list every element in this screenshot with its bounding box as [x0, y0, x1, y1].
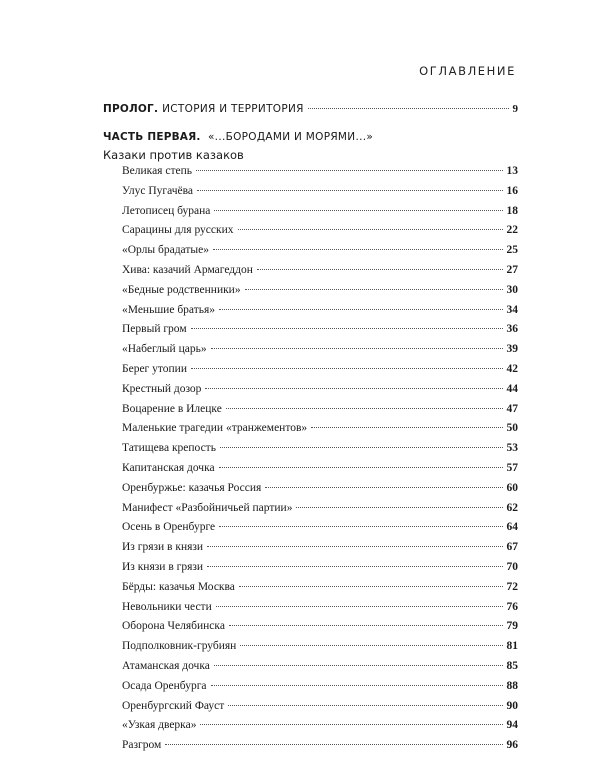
dot-leader	[265, 487, 502, 488]
toc-entry-title: Берег утопии	[122, 362, 187, 375]
dot-leader	[245, 289, 503, 290]
dot-leader	[220, 447, 503, 448]
page-number: 25	[506, 244, 518, 257]
dot-leader	[228, 705, 502, 706]
page-number: 94	[506, 719, 518, 732]
dot-leader	[219, 467, 503, 468]
dot-leader	[226, 408, 503, 409]
toc-entry-title: Хива: казачий Армагеддон	[122, 263, 253, 276]
toc-entry[interactable]	[122, 660, 518, 680]
page-number: 67	[506, 541, 518, 554]
prolog-label: ПРОЛОГ.	[103, 103, 159, 115]
part-label: ЧАСТЬ ПЕРВАЯ.	[103, 131, 201, 143]
toc-entry-title: Оренбургский Фауст	[122, 699, 225, 712]
page-number: 96	[506, 739, 518, 752]
page-number: 44	[506, 382, 518, 395]
page-number: 64	[506, 521, 518, 534]
toc-entry[interactable]	[122, 185, 518, 205]
toc-entry[interactable]	[122, 442, 518, 462]
toc-entry-title: «Меньшие братья»	[122, 303, 216, 316]
page-number: 36	[506, 323, 518, 336]
toc-entry[interactable]	[122, 482, 518, 502]
toc-entry-title: Великая степь	[122, 165, 192, 177]
toc-entry-title: Татищева крепость	[122, 442, 216, 455]
dot-leader	[238, 229, 503, 230]
page-number: 72	[506, 580, 518, 593]
toc-heading: ОГЛАВЛЕНИЕ	[419, 64, 516, 78]
page-number: 30	[506, 283, 518, 296]
toc-entry[interactable]	[122, 363, 518, 383]
toc-entry[interactable]	[122, 383, 518, 403]
toc-entry[interactable]	[122, 462, 518, 482]
dot-leader	[191, 328, 503, 329]
dot-leader	[196, 170, 503, 171]
dot-leader	[229, 625, 503, 626]
page-number: 85	[506, 659, 518, 672]
toc-entry-title: Из князи в грязи	[122, 560, 204, 573]
page-number: 18	[506, 204, 518, 217]
dot-leader	[207, 546, 502, 547]
toc-entry[interactable]	[122, 264, 518, 284]
toc-entry[interactable]	[122, 719, 518, 739]
dot-leader	[205, 388, 502, 389]
toc-entry[interactable]	[122, 165, 518, 185]
page-number: 57	[506, 461, 518, 474]
toc-entry-title: Капитанская дочка	[122, 461, 215, 474]
toc-entry[interactable]	[122, 581, 518, 601]
page-number: 16	[506, 184, 518, 197]
toc-entry[interactable]	[122, 502, 518, 522]
page-number: 53	[506, 442, 518, 455]
page-number: 88	[506, 679, 518, 692]
dot-leader	[200, 724, 502, 725]
dot-leader	[211, 685, 503, 686]
toc-entry-title: Осада Оренбурга	[122, 679, 207, 692]
toc-entry[interactable]	[122, 403, 518, 423]
dot-leader	[207, 566, 502, 567]
toc-entry-title: Разгром	[122, 739, 162, 752]
toc-entry[interactable]	[122, 680, 518, 700]
toc-entry[interactable]	[122, 620, 518, 640]
toc-entry-title: Первый гром	[122, 323, 187, 336]
toc-entry[interactable]	[122, 422, 518, 442]
toc-entry-title: Невольники чести	[122, 600, 212, 613]
page-number: 13	[506, 165, 518, 177]
dot-leader	[191, 368, 503, 369]
toc-entry[interactable]	[122, 739, 518, 759]
toc-entry-title: Маленькие трагедии «транжементов»	[122, 422, 308, 435]
page-number: 47	[506, 402, 518, 415]
dot-leader	[311, 427, 502, 428]
toc-entry[interactable]	[122, 343, 518, 363]
prolog-title: ИСТОРИЯ И ТЕРРИТОРИЯ	[162, 103, 304, 115]
toc-entry-title: Оборона Челябинска	[122, 620, 225, 633]
page-number: 60	[506, 481, 518, 494]
toc-entry-title: Осень в Оренбурге	[122, 521, 216, 534]
page-number: 34	[506, 303, 518, 316]
page-number: 62	[506, 501, 518, 514]
toc-entry[interactable]	[122, 323, 518, 343]
toc-entry-title: Манифест «Разбойничьей партии»	[122, 501, 293, 514]
dot-leader	[211, 348, 503, 349]
page-number: 9	[512, 103, 518, 115]
toc-entry[interactable]	[122, 601, 518, 621]
toc-entry[interactable]	[122, 640, 518, 660]
toc-entry-title: Сарацины для русских	[122, 224, 234, 237]
toc-entry-title: Летописец бурана	[122, 204, 211, 217]
dot-leader	[308, 108, 509, 109]
page-number: 79	[506, 620, 518, 633]
toc-entry-title: Из грязи в князи	[122, 541, 204, 554]
toc-entry[interactable]	[122, 304, 518, 324]
page-number: 90	[506, 699, 518, 712]
page-number: 70	[506, 560, 518, 573]
dot-leader	[197, 190, 503, 191]
dot-leader	[219, 309, 502, 310]
part-heading	[103, 131, 373, 143]
page-number: 27	[506, 263, 518, 276]
toc-entry[interactable]	[122, 521, 518, 541]
page-number: 50	[506, 422, 518, 435]
part-title: «...БОРОДАМИ И МОРЯМИ...»	[207, 131, 374, 143]
dot-leader	[240, 645, 502, 646]
dot-leader	[214, 210, 502, 211]
toc-entry[interactable]	[122, 244, 518, 264]
dot-leader	[165, 744, 502, 745]
dot-leader	[296, 507, 502, 508]
toc-entry-title: «Орлы брадатые»	[122, 244, 209, 257]
toc-entry-title: Воцарение в Илецке	[122, 402, 222, 415]
page-number: 76	[506, 600, 518, 613]
toc-entry-list	[122, 165, 518, 759]
toc-entry-title: Улус Пугачёва	[122, 184, 193, 197]
section-subtitle: Казаки против казаков	[103, 148, 244, 162]
toc-entry[interactable]	[122, 224, 518, 244]
page-number: 81	[506, 640, 518, 653]
toc-entry[interactable]	[122, 205, 518, 225]
page-number: 39	[506, 343, 518, 356]
toc-entry-prolog[interactable]	[103, 103, 518, 115]
dot-leader	[214, 665, 503, 666]
toc-entry[interactable]	[122, 700, 518, 720]
toc-entry[interactable]	[122, 561, 518, 581]
toc-entry-title: Крестный дозор	[122, 382, 202, 395]
page-number: 42	[506, 362, 518, 375]
toc-entry-title: «Бедные родственники»	[122, 283, 241, 296]
dot-leader	[216, 606, 503, 607]
toc-entry-title: Подполковник-грубиян	[122, 640, 237, 653]
toc-entry[interactable]	[122, 284, 518, 304]
toc-entry-title: Бёрды: казачья Москва	[122, 580, 235, 593]
toc-entry-title: «Набеглый царь»	[122, 343, 207, 356]
dot-leader	[239, 586, 503, 587]
toc-entry-title: Атаманская дочка	[122, 659, 210, 672]
toc-entry-title: Оренбуржье: казачья Россия	[122, 481, 262, 494]
toc-entry-title: «Узкая дверка»	[122, 719, 197, 732]
page-number: 22	[506, 224, 518, 237]
dot-leader	[219, 526, 502, 527]
dot-leader	[213, 249, 503, 250]
toc-entry[interactable]	[122, 541, 518, 561]
dot-leader	[257, 269, 503, 270]
